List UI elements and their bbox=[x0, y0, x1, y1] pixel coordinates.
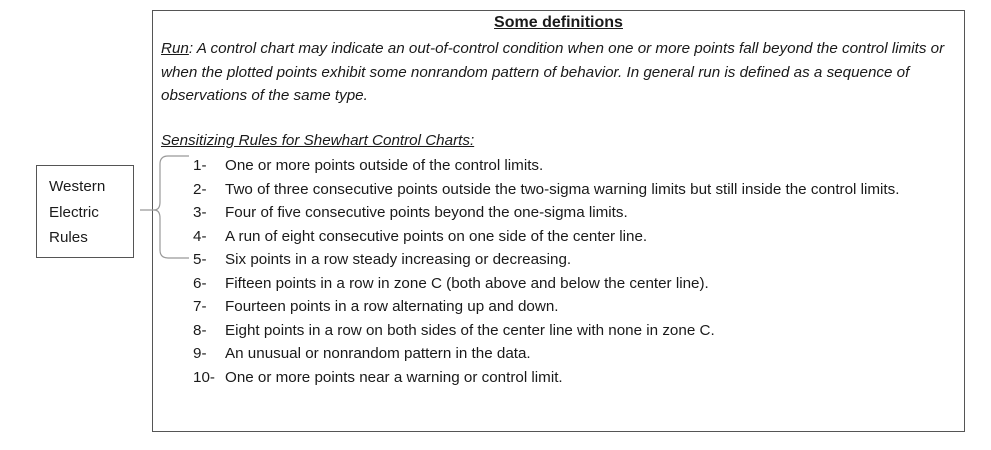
rule-number: 4- bbox=[193, 227, 207, 245]
rule-number: 3- bbox=[193, 204, 207, 221]
rule-number: 8- bbox=[193, 321, 207, 339]
sensitizing-heading: Sensitizing Rules for Shewhart Control Charts: bbox=[161, 132, 475, 149]
rule-number: 6- bbox=[193, 274, 207, 292]
rule-item bbox=[193, 319, 925, 343]
rule-text: Six points in a row steady increasing or decreasing. bbox=[225, 251, 572, 268]
run-text: : A control chart may indicate an out-of-control condition when one or more points fall beyond the control limits or when the plotted points exhibit some nonrandom pattern of behavior. In general run is defined as a sequence of observations of the same type. bbox=[161, 40, 945, 104]
rule-number: 9- bbox=[193, 345, 207, 362]
rule-item bbox=[193, 201, 925, 225]
rule-item bbox=[193, 154, 925, 178]
rule-text: A run of eight consecutive points on one side of the center line. bbox=[225, 227, 648, 245]
rule-item bbox=[193, 342, 925, 366]
rule-text: Four of five consecutive points beyond the one-sigma limits. bbox=[225, 204, 628, 221]
rule-text: Fifteen points in a row in zone C (both above and below the center line). bbox=[225, 274, 709, 292]
rule-text: One or more points near a warning or control limit. bbox=[225, 368, 563, 386]
rule-item bbox=[193, 178, 925, 202]
western-electric-rules-label bbox=[36, 165, 134, 258]
rule-number: 7- bbox=[193, 298, 207, 315]
rule-number: 2- bbox=[193, 180, 207, 198]
rules-list bbox=[193, 154, 925, 389]
rule-item bbox=[193, 225, 925, 249]
rule-item bbox=[193, 295, 925, 319]
rule-text: Fourteen points in a row alternating up and down. bbox=[225, 298, 559, 315]
side-label-line: Western bbox=[49, 178, 106, 195]
rule-number: 5- bbox=[193, 251, 207, 268]
side-label-line: Rules bbox=[49, 229, 88, 246]
rule-text: One or more points outside of the control limits. bbox=[225, 157, 544, 174]
rule-item bbox=[193, 272, 925, 296]
definitions-box bbox=[152, 10, 965, 432]
rule-item bbox=[193, 248, 925, 272]
rule-item bbox=[193, 366, 925, 390]
rule-number: 10- bbox=[193, 368, 215, 386]
title: Some definitions bbox=[494, 14, 623, 31]
rule-number: 1- bbox=[193, 157, 207, 174]
rule-text: Two of three consecutive points outside the two-sigma warning limits but still inside the control limits. bbox=[225, 180, 900, 198]
run-term: Run bbox=[161, 40, 189, 57]
run-definition bbox=[161, 37, 961, 108]
side-label-line: Electric bbox=[49, 203, 99, 221]
curly-brace-connector bbox=[134, 150, 194, 265]
rule-text: Eight points in a row on both sides of the center line with none in zone C. bbox=[225, 321, 715, 339]
rule-text: An unusual or nonrandom pattern in the data. bbox=[225, 345, 531, 362]
